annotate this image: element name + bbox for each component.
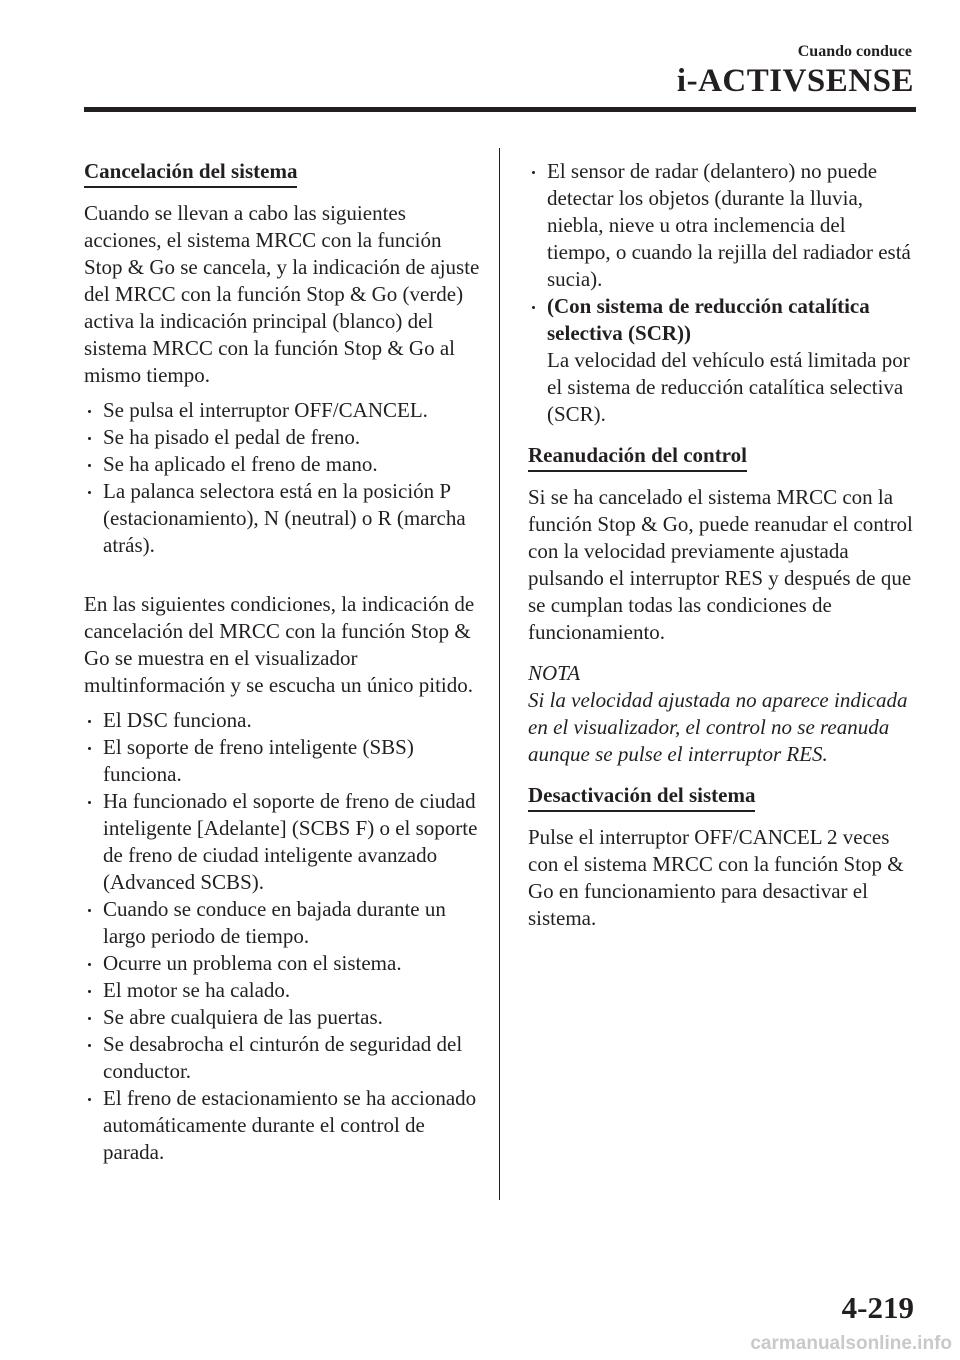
cancel-intro: Cuando se llevan a cabo las siguientes acciones, el sistema MRCC con la función Stop & Go se cancela, y la indicación de ajuste del MRCC con la función Stop & Go (verde) activa la indicación principal (blanco) del sistema MRCC con la función Stop & Go al mismo tiempo.	[84, 201, 480, 387]
resume-text: Si se ha cancelado el sistema MRCC con la función Stop & Go, puede reanudar el control con la velocidad previamente ajustada pulsando el interruptor RES y después de que se cumplan todas las condiciones de funcionamiento.	[528, 485, 913, 644]
list-item: El motor se ha calado.	[84, 977, 480, 1004]
deactivate-text: Pulse el interruptor OFF/CANCEL 2 veces con el sistema MRCC con la función Stop & Go en funcionamiento para desactivar el sistema.	[528, 825, 904, 930]
left-column	[84, 158, 480, 1166]
list-item: El DSC funciona.	[84, 707, 480, 734]
list-item: Se abre cualquiera de las puertas.	[84, 1004, 480, 1031]
list-item: El freno de estacionamiento se ha accionado automáticamente durante el control de parada.	[84, 1085, 480, 1166]
list-item: El sensor de radar (delantero) no puede detectar los objetos (durante la lluvia, niebla, nieve u otra inclemencia del tiempo, o cuando la rejilla del radiador está sucia).	[528, 158, 914, 293]
list-item: Ha funcionado el soporte de freno de ciudad inteligente [Adelante] (SCBS F) o el soporte de freno de ciudad inteligente avanzado (Advanced SCBS).	[84, 788, 480, 896]
cancel-actions-list	[84, 397, 480, 559]
column-divider	[499, 148, 500, 1200]
list-item: Se desabrocha el cinturón de seguridad del conductor.	[84, 1031, 480, 1085]
list-item: El soporte de freno inteligente (SBS) funciona.	[84, 734, 480, 788]
list-item: Cuando se conduce en bajada durante un largo periodo de tiempo.	[84, 896, 480, 950]
right-column	[528, 158, 914, 932]
list-item: Ocurre un problema con el sistema.	[84, 950, 480, 977]
watermark: carmanualsonline.info	[750, 1333, 952, 1354]
resume-heading: Reanudación del control	[528, 442, 747, 472]
list-item-scr	[528, 293, 914, 428]
list-item: La palanca selectora está en la posición P (estacionamiento), N (neutral) o R (marcha atrás).	[84, 478, 480, 559]
scr-text: La velocidad del vehículo está limitada por el sistema de reducción catalítica selectiva (SCR).	[547, 348, 910, 426]
conditions-intro: En las siguientes condiciones, la indicación de cancelación del MRCC con la función Stop & Go se muestra en el visualizador multinformación y se escucha un único pitido.	[84, 592, 475, 697]
list-item: Se ha pisado el pedal de freno.	[84, 424, 480, 451]
conditions-list	[84, 707, 480, 1166]
deactivate-heading: Desactivación del sistema	[528, 782, 755, 812]
page-number: 4-219	[841, 1290, 914, 1325]
scr-title: (Con sistema de reducción catalítica selectiva (SCR))	[547, 294, 870, 345]
header-rule	[84, 107, 916, 112]
cancel-heading: Cancelación del sistema	[84, 158, 297, 188]
list-item: Se pulsa el interruptor OFF/CANCEL.	[84, 397, 480, 424]
conditions-list-continued	[528, 158, 914, 428]
note-text: Si la velocidad ajustada no aparece indicada en el visualizador, el control no se reanuda aunque se pulse el interruptor RES.	[528, 688, 908, 766]
chapter-label: Cuando conduce	[797, 43, 912, 60]
note-label: NOTA	[528, 661, 581, 685]
section-title: i-ACTIVSENSE	[676, 63, 914, 99]
list-item: Se ha aplicado el freno de mano.	[84, 451, 480, 478]
